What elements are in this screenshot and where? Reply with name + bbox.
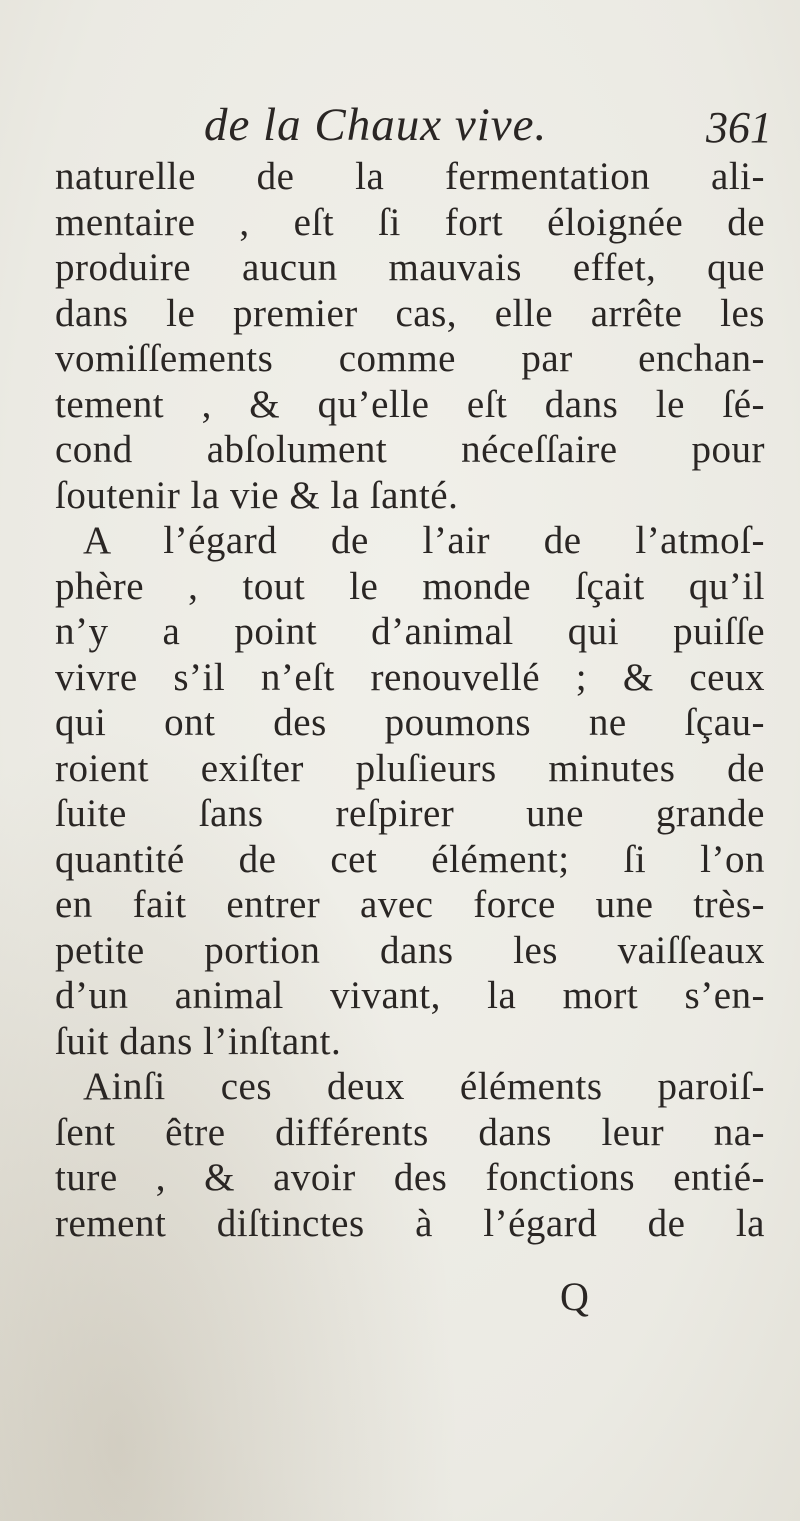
text-line: n’y a point d’animal qui puiſſe	[55, 610, 765, 653]
text-line: Ainſi ces deux éléments paroiſ-	[83, 1065, 765, 1108]
text-line: rement diſtinctes à l’égard de la	[55, 1201, 765, 1245]
text-line: mentaire , eſt ſi fort éloignée de	[55, 200, 765, 244]
text-line: naturelle de la fermentation ali-	[55, 155, 765, 198]
text-line: quantité de cet élément; ſi l’on	[55, 837, 765, 881]
text-line: roient exiſter pluſieurs minutes de	[55, 746, 765, 790]
text-line: ſoutenir la vie & la ſanté.	[55, 473, 459, 517]
catchword: Q	[560, 1274, 589, 1319]
body-text	[55, 154, 765, 1246]
text-line: petite portion dans les vaiſſeaux	[55, 928, 765, 972]
text-line: produire aucun mauvais effet, que	[55, 246, 765, 289]
text-line: ſuit dans l’inſtant.	[55, 1019, 342, 1063]
page-header	[0, 98, 800, 158]
text-line: ſent être différents dans leur na-	[55, 1110, 765, 1154]
text-line: vivre s’il n’eſt renouvellé ; & ceux	[55, 655, 765, 699]
page-number: 361	[706, 103, 772, 152]
text-line: dans le premier cas, elle arrête les	[55, 291, 765, 335]
text-line: en fait entrer avec force une très-	[55, 883, 765, 926]
text-line: A l’égard de l’air de l’atmoſ-	[83, 519, 765, 562]
text-line: ſuite ſans reſpirer une grande	[55, 792, 765, 835]
text-line: qui ont des poumons ne ſçau-	[55, 701, 765, 744]
text-line: phère , tout le monde ſçait qu’il	[55, 564, 765, 608]
text-line: vomiſſements comme par enchan-	[55, 337, 765, 380]
text-line: d’un animal vivant, la mort s’en-	[55, 974, 765, 1017]
text-line: cond abſolument néceſſaire pour	[55, 428, 765, 471]
text-line: ture , & avoir des fonctions entié-	[55, 1156, 765, 1199]
running-head: de la Chaux vive.	[204, 99, 548, 151]
text-line: tement , & qu’elle eſt dans le ſé-	[55, 382, 765, 426]
